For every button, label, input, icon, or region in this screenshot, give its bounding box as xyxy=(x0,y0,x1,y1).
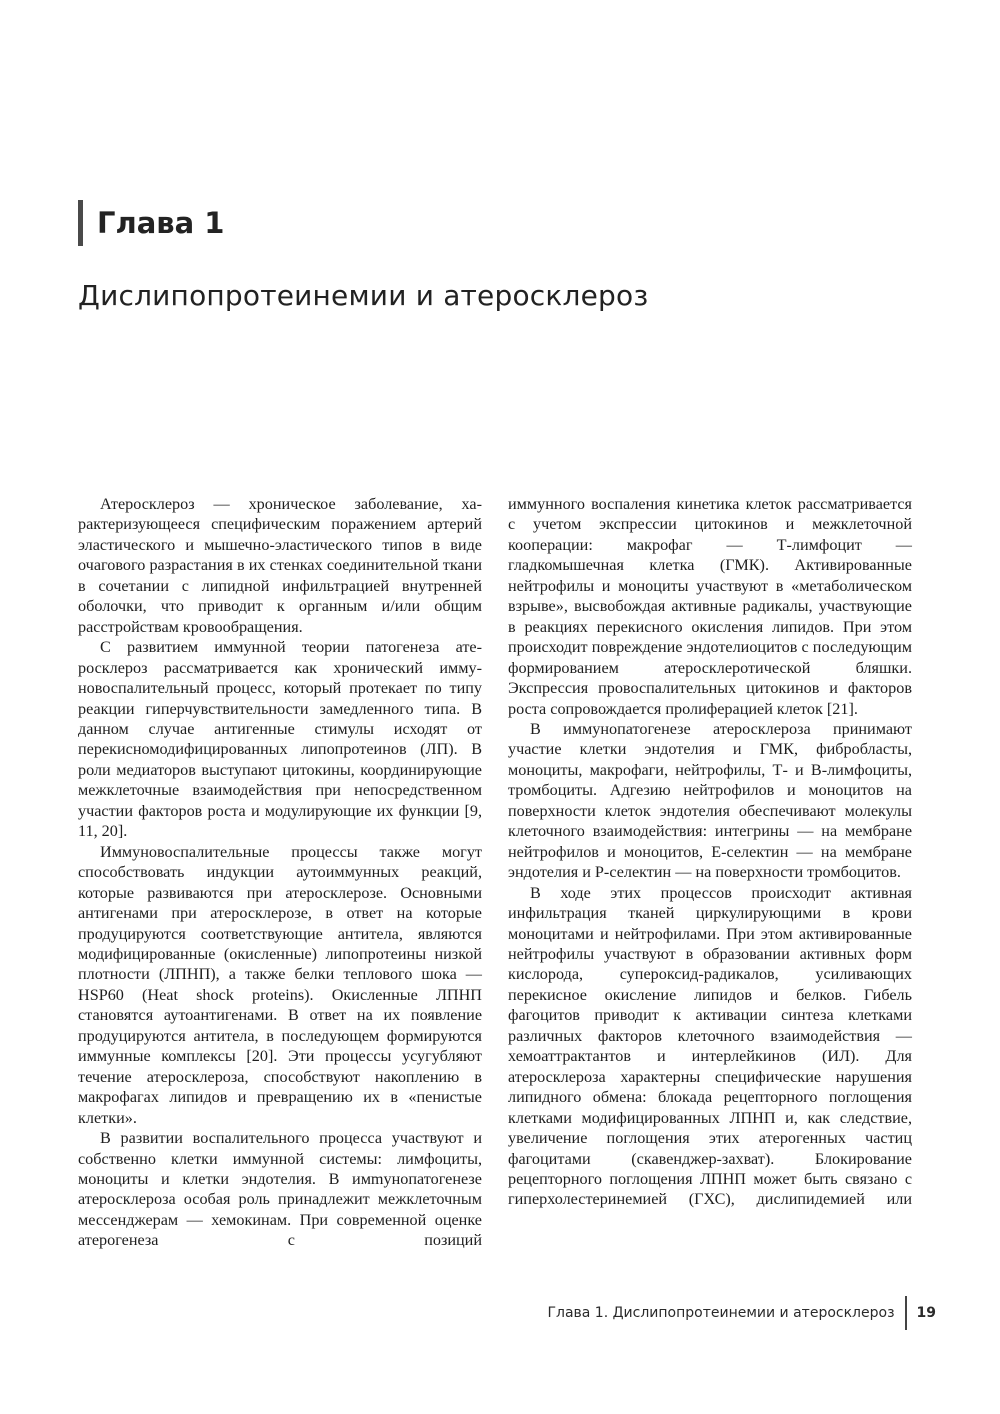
chapter-number: Глава 1 xyxy=(78,200,224,246)
paragraph: Атеросклероз — хроническое заболевание, характеризующееся специфическим поражением артерий эластического и мышечно-эластического типов в виде очагового разрастания в их стенках соединительной ткани в сочетании с липидной инфильтрацией внутренней оболочки, что приводит к органным и/или общим расстройствам кровообращения. xyxy=(78,495,482,636)
paragraph: С развитием иммунной теории патогенеза атеросклероз рассматривается как хронический иммуновоспалительный процесс, который протекает по типу реакции гиперчувствительности замедленного типа. В данном случае антигенные стимулы исходят от перекисномодифицированных липопротеинов (ЛП). В роли медиаторов выступают цитокины, координирующие межклеточные взаимодействия при непосредственном участии факторов роста и модулирующие их функции [9, 11, 20]. xyxy=(78,638,482,841)
running-title: Глава 1. Дислипопротеинемии и атеросклероз xyxy=(547,1305,895,1321)
chapter-title: Дислипопротеинемии и атеросклероз xyxy=(78,279,649,312)
paragraph: В развитии воспалительного процесса участвуют и собственно клетки иммунной системы: лимфоциты, моноциты и клетки эндотелия. В имmунопатогенезе атеросклероза особая роль принадлежит межклеточным мессенджерам — хемокинам. При современной оценке атерогенеза с позиций xyxy=(78,1129,482,1250)
paragraph: Иммуновоспалительные процессы также могут способствовать индукции аутоиммунных реакций, которые развиваются при атеросклерозе. Основными антигенами при атеросклерозе, в ответ на которые продуцируются соответствующие антитела, являются модифицированные (окисленные) липопротеины низкой плотности (ЛПНП), а также белки теплового шока — HSP60 (Heat shock proteins). Окисленные ЛПНП становятся аутоантигенами. В ответ на их появление продуцируются антитела, в последующем формируются иммунные комплексы [20]. Эти процессы усугубляют течение атеросклероза, способствуют накоплению в макрофагах липидов и превращению их в «пенистые клетки». xyxy=(78,842,482,1127)
left-column xyxy=(78,494,482,1251)
page-number: 19 xyxy=(916,1305,936,1321)
page-footer xyxy=(547,1296,936,1330)
paragraph: В ходе этих процессов происходит активная инфильтрация тканей циркулирующими в крови моноцитами и нейтрофилами. При этом активированные нейтрофилы участвуют в образовании активных форм кислорода, супероксид-радикалов, усиливающих перекисное окисление липидов и белков. Гибель фагоцитов приводит к активации синтеза клетками различных факторов клеточного взаимодействия — хемоаттрактантов и интерлейкинов (ИЛ). Для атеросклероза характерны специфические нарушения липидного обмена: блокада рецепторного поглощения клетками модифицированных ЛПНП и, как следствие, увеличение поглощения этих атерогенных частиц фагоцитами (скавенджер-захват). Блокирование рецепторного поглощения ЛПНП может быть связано с гиперхолестеринемией (ГХС), дислипидемией или xyxy=(508,883,912,1209)
paragraph: В иммунопатогенезе атеросклероза принимают участие клетки эндотелия и ГМК, фибробласты, моноциты, макрофаги, нейтрофилы, Т- и В-лимфоциты, тромбоциты. Адгезию нейтрофилов и моноцитов на поверхности клеток эндотелия обеспечивают молекулы клеточного взаимодействия: интегрины — на мембране нейтрофилов и моноцитов, Е-селектин — на мембране эндотелия и Р-селектин — на поверхности тромбоцитов. xyxy=(508,719,912,882)
paragraph: иммунного воспаления кинетика клеток рассматривается с учетом экспрессии цитокинов и межклеточной кооперации: макрофаг — Т-лимфоцит — гладкомышечная клетка (ГМК). Активированные нейтрофилы и моноциты участвуют в «метаболическом взрыве», высвобождая активные радикалы, участвующие в реакциях перекисного окисления липидов. При этом происходит повреждение эндотелиоцитов с последующим формированием атеросклеротической бляшки. Экспрессия провоспалительных цитокинов и факторов роста сопровождается пролиферацией клеток [21]. xyxy=(508,495,912,718)
right-column xyxy=(508,494,912,1210)
